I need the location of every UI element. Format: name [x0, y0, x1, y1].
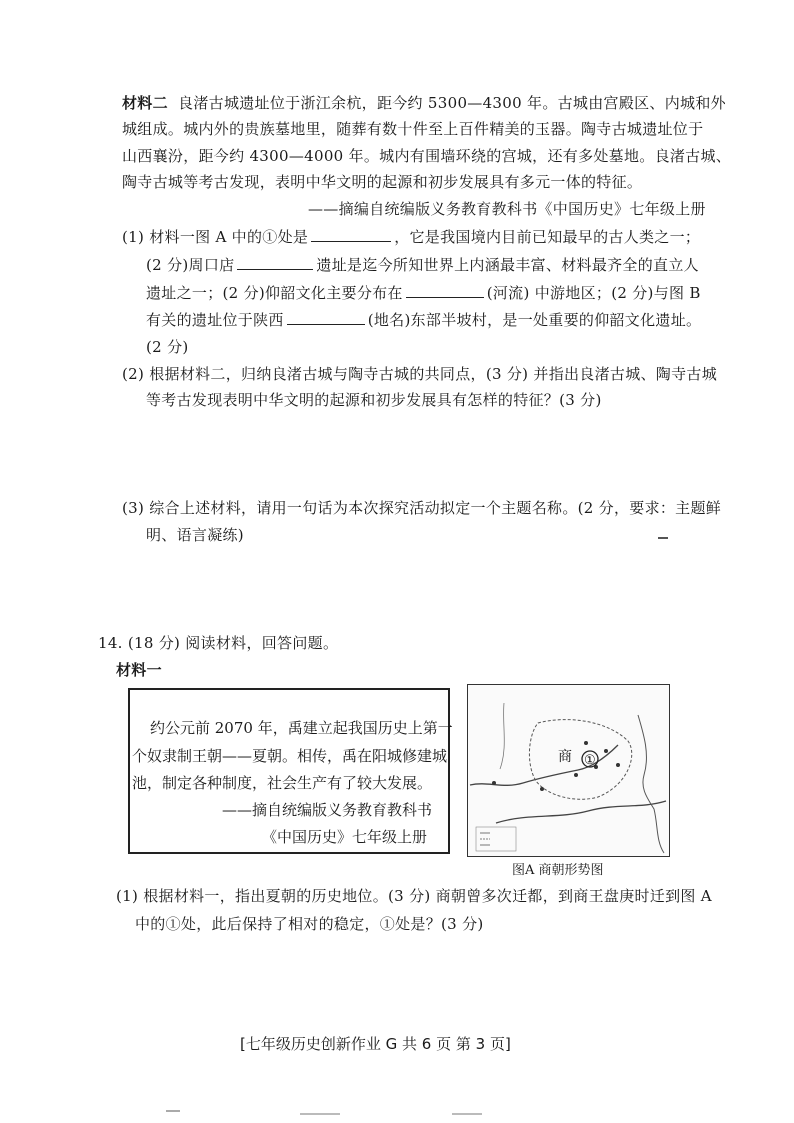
- box-line-1: 约公元前 2070 年，禹建立起我国历史上第一: [150, 719, 453, 737]
- box-source-1: ——摘自统编版义务教育教科书: [222, 801, 433, 819]
- shang-map: [467, 684, 670, 857]
- answer-blank-1[interactable]: [311, 226, 391, 242]
- scan-mark: [300, 1113, 340, 1115]
- scan-mark: [452, 1113, 482, 1115]
- settlement-dot: [540, 787, 544, 791]
- q14-sub1-line-2: 中的①处，此后保持了相对的稳定，①处是？(3 分): [135, 915, 484, 933]
- q1-text-2a: (2 分)周口店: [146, 256, 235, 274]
- q3-line-1: (3) 综合上述材料，请用一句话为本次探究活动拟定一个主题名称。(2 分，要求：主题鲜: [122, 499, 722, 517]
- answer-blank-4[interactable]: [287, 309, 365, 325]
- material2-text-1: 良渚古城遗址位于浙江余杭，距今约 5300—4300 年。古城由宫殿区、内城和外: [178, 94, 726, 112]
- answer-blank-3[interactable]: [406, 282, 484, 298]
- settlement-dot: [574, 773, 578, 777]
- settlement-dot: [616, 763, 620, 767]
- box-source-2: 《中国历史》七年级上册: [262, 828, 428, 846]
- q1-text-1b: ，它是我国境内目前已知最早的古人类之一；: [394, 228, 701, 246]
- material2-line-2: 城组成。城内外的贵族墓地里，随葬有数十件至上百件精美的玉器。陶寺古城遗址位于: [122, 120, 704, 138]
- map-drawing: [468, 685, 668, 855]
- q2-answer-area[interactable]: [122, 414, 682, 494]
- material2-line-3: 山西襄汾，距今约 4300—4000 年。城内有围墙环绕的宫城，还有多处墓地。良渚古城、: [122, 147, 732, 165]
- q1-text-1a: (1) 材料一图 A 中的①处是: [122, 228, 309, 246]
- q14-title: 14. (18 分) 阅读材料，回答问题。: [98, 634, 339, 652]
- border-line: [500, 703, 504, 769]
- settlement-dot: [492, 781, 496, 785]
- q14-sub1-line-1: (1) 根据材料一，指出夏朝的历史地位。(3 分) 商朝曾多次迁都，到商王盘庚时迁到图 A: [116, 887, 712, 905]
- q1-line-1: [122, 226, 700, 247]
- q2-line-2: 等考古发现表明中华文明的起源和初步发展具有怎样的特征？(3 分): [146, 391, 602, 409]
- answer-blank-2[interactable]: [237, 254, 313, 270]
- page-footer: [七年级历史创新作业 G 共 6 页 第 3 页]: [240, 1035, 511, 1053]
- settlement-dot: [604, 749, 608, 753]
- q3-line-2: 明、语言凝练): [146, 526, 244, 544]
- q1-text-3a: 遗址之一；(2 分)仰韶文化主要分布在: [146, 284, 403, 302]
- scan-mark: [166, 1110, 180, 1112]
- stray-mark: [658, 537, 668, 539]
- material2-line-4: 陶寺古城等考古发现，表明中华文明的起源和初步发展具有多元一体的特征。: [122, 173, 643, 191]
- q3-answer-area[interactable]: [122, 550, 682, 630]
- q1-text-3b: (河流) 中游地区；(2 分)与图 B: [486, 284, 701, 302]
- coastline: [638, 715, 664, 853]
- map-marker: ①: [584, 753, 596, 768]
- settlement-dot: [584, 741, 588, 745]
- q1-line-4: [146, 309, 701, 330]
- q2-line-1: (2) 根据材料二，归纳良渚古城与陶寺古城的共同点，(3 分) 并指出良渚古城、陶寺古城: [122, 365, 718, 383]
- q1-text-2b: 遗址是迄今所知世界上内涵最丰富、材料最齐全的直立人: [316, 256, 699, 274]
- box-line-2: 个奴隶制王朝——夏朝。相传，禹在阳城修建城: [132, 747, 448, 765]
- map-label-shang: 商: [558, 749, 572, 765]
- material2-source: ——摘编自统编版义务教育教科书《中国历史》七年级上册: [308, 200, 706, 218]
- territory-boundary: [529, 720, 631, 800]
- q14-material1-label: 材料一: [116, 661, 162, 679]
- q1-text-4b: (地名)东部半坡村，是一处重要的仰韶文化遗址。: [367, 311, 702, 329]
- material2-label: 材料二: [122, 94, 168, 112]
- material1-box: [128, 688, 453, 854]
- box-line-3: 池，制定各种制度，社会生产有了较大发展。: [132, 774, 433, 792]
- material2-line-1: [122, 93, 726, 113]
- q1-line-3: [146, 282, 701, 303]
- map-caption: 图A 商朝形势图: [512, 863, 604, 878]
- q1-line-2: [146, 254, 699, 275]
- q14-answer-area[interactable]: [116, 940, 676, 1020]
- river-line: [496, 801, 666, 823]
- q1-text-4a: 有关的遗址位于陕西: [146, 311, 284, 329]
- q1-line-5: (2 分): [146, 338, 189, 356]
